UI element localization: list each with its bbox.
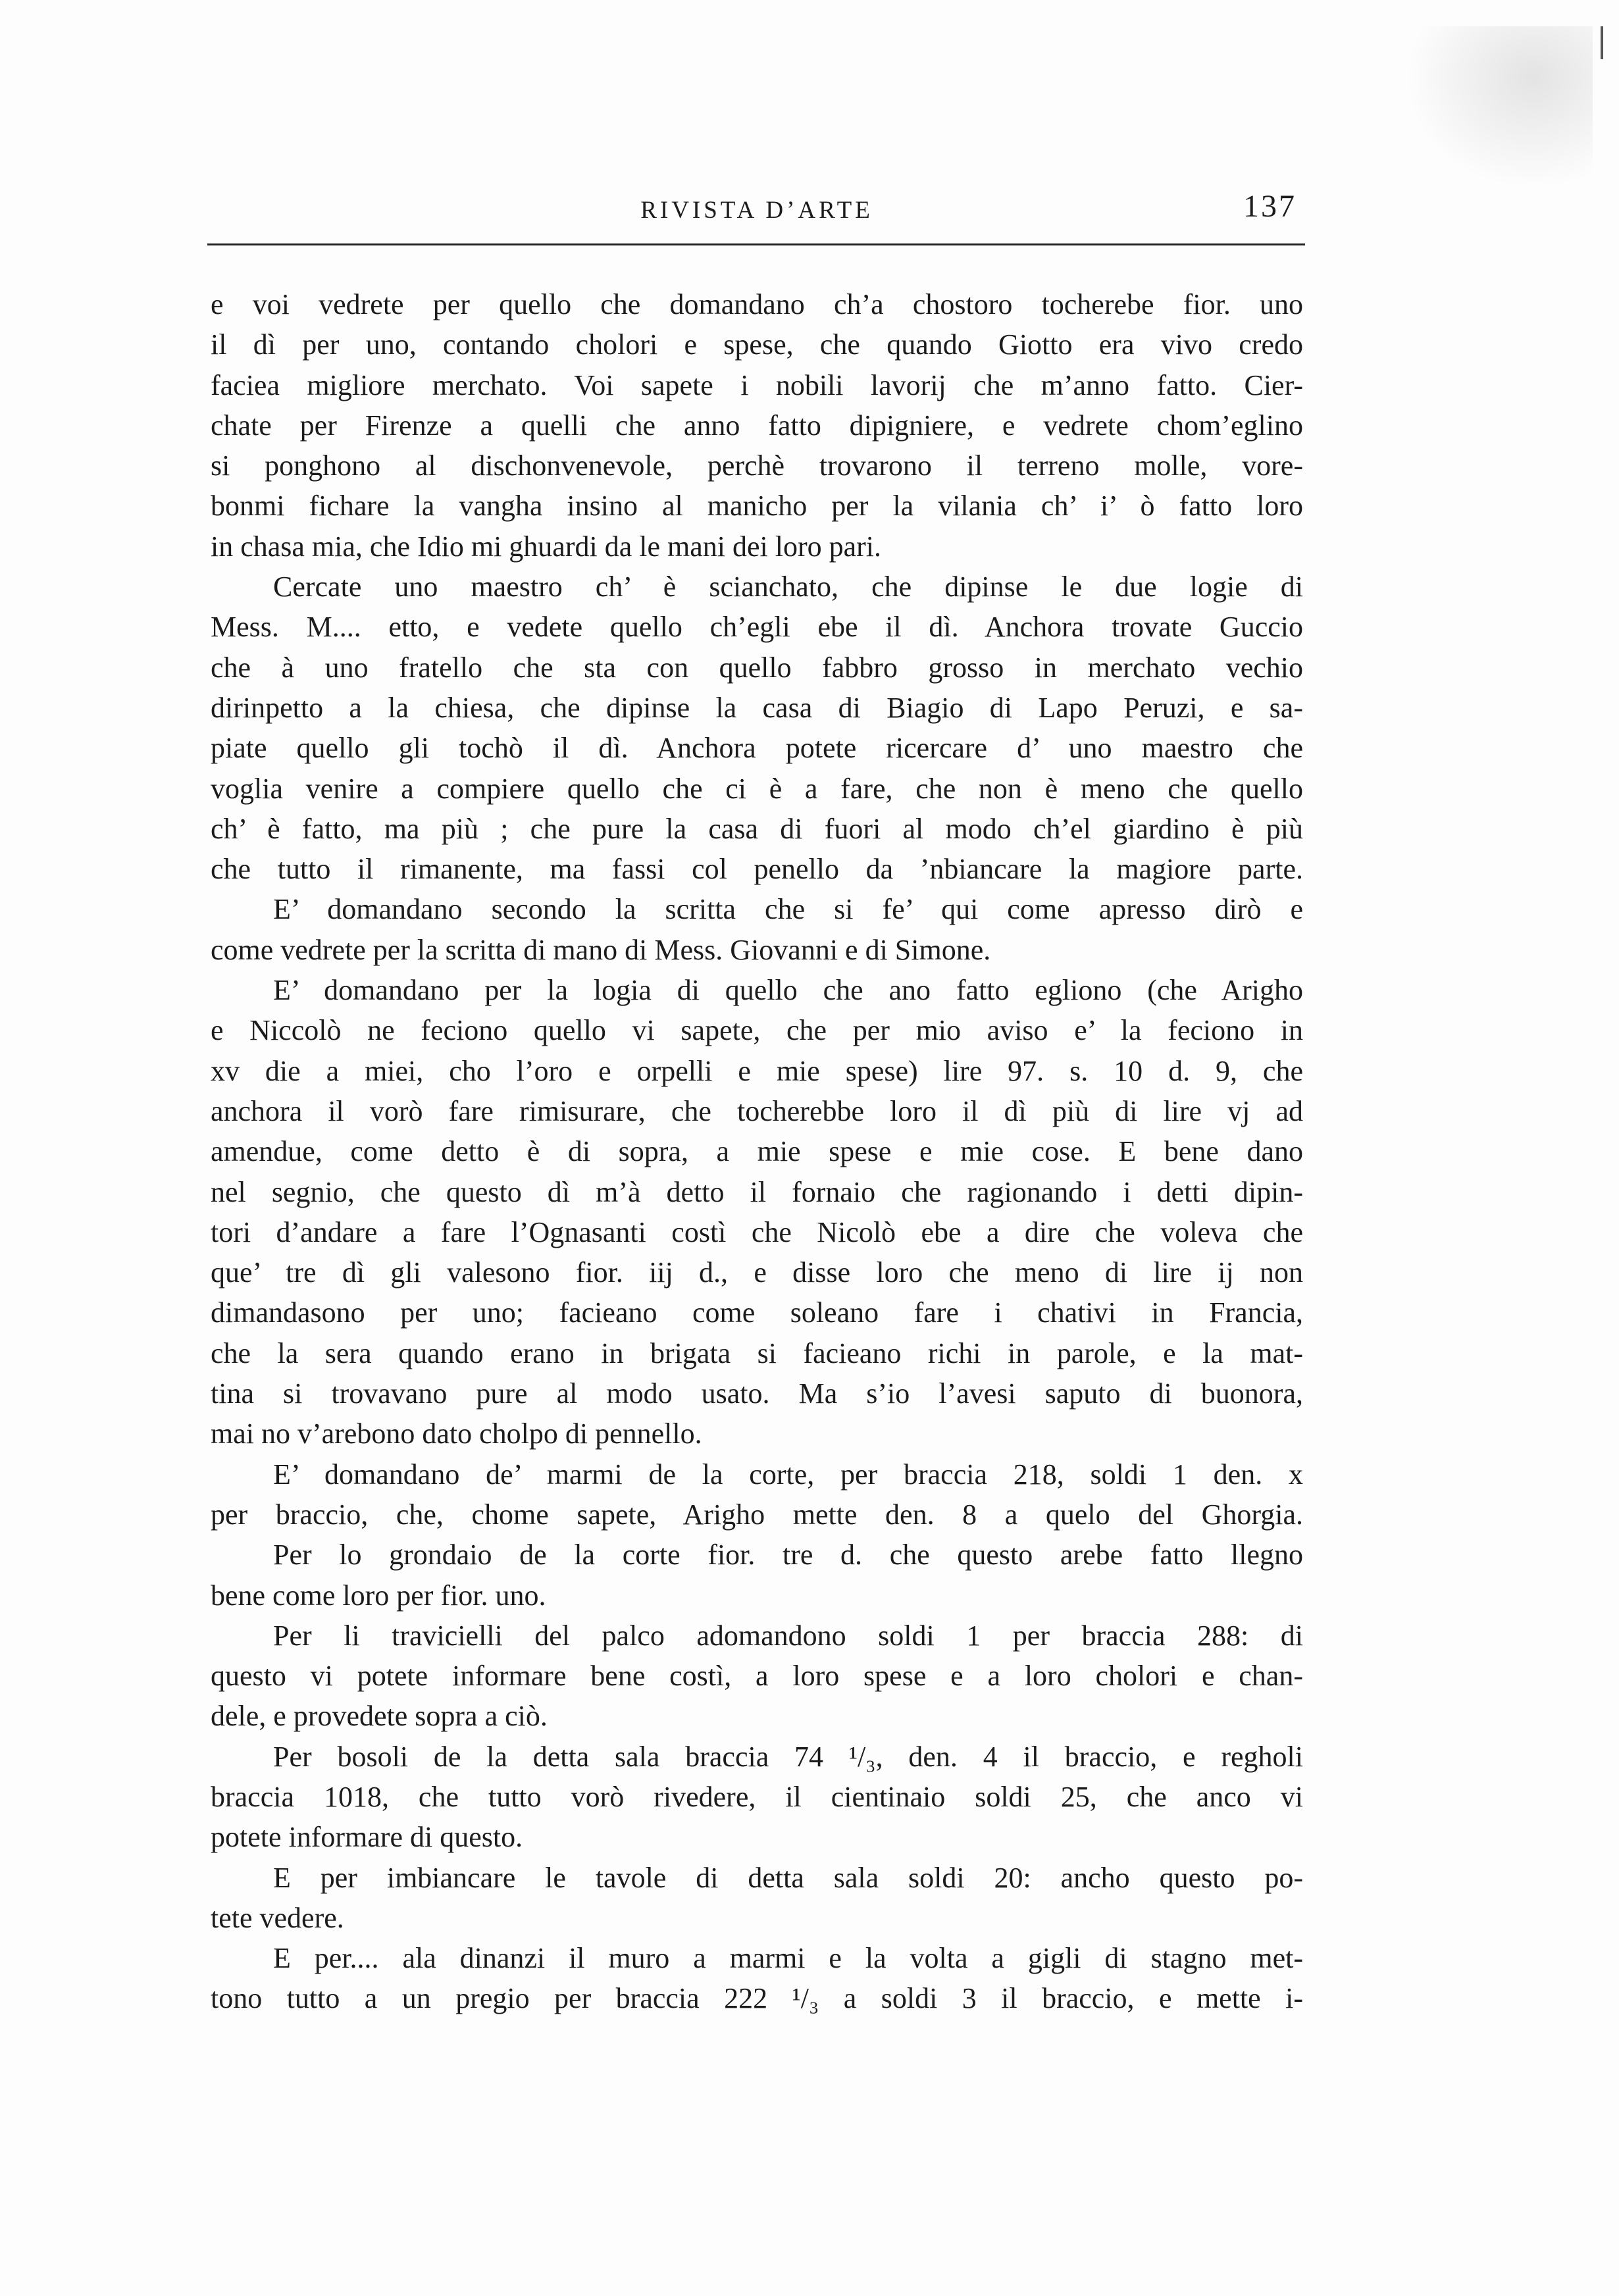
text-line: anchora il vorò fare rimisurare, che tocherebbe loro il dì più di lire vj ad [211, 1094, 1303, 1127]
page-header [211, 184, 1303, 243]
text-line: piate quello gli tochò il dì. Anchora potete ricercare d’ uno maestro che [211, 732, 1303, 765]
text-line: E per imbiancare le tavole di detta sala soldi 20: ancho questo po- [273, 1861, 1303, 1894]
text-line: que’ tre dì gli valesono fior. iij d., e disse loro che meno di lire ij non [211, 1256, 1303, 1289]
text-line: tori d’andare a fare l’Ognasanti costì che Nicolò ebe a dire che voleva che [211, 1215, 1303, 1248]
text-line: potete informare di questo. [211, 1821, 523, 1854]
paragraph [211, 1616, 1303, 1737]
text-line: che la sera quando erano in brigata si facieano richi in parole, e la mat- [211, 1337, 1303, 1369]
text-line: Per li travicielli del palco adomandono soldi 1 per braccia 288: di [273, 1619, 1303, 1652]
header-rule [207, 243, 1305, 245]
text-line: Per bosoli de la detta sala braccia 74 ¹/₃, den. 4 il braccio, e regholi [273, 1740, 1303, 1773]
scan-edge-mark [1601, 26, 1603, 59]
text-line: per braccio, che, chome sapete, Arigho mette den. 8 a quelo del Ghorgia. [211, 1498, 1303, 1531]
text-line: il dì per uno, contando cholori e spese, che quando Giotto era vivo credo [211, 328, 1303, 361]
text-line: questo vi potete informare bene costì, a loro spese e a loro cholori e chan- [211, 1660, 1303, 1693]
text-line: dimandasono per uno; facieano come soleano fare i chativi in Francia, [211, 1296, 1303, 1329]
text-line: chate per Firenze a quelli che anno fatto dipigniere, e vedrete chom’eglino [211, 409, 1303, 442]
paragraph [211, 1454, 1303, 1535]
paragraph [211, 284, 1303, 567]
paragraph [211, 889, 1303, 970]
text-line: e voi vedrete per quello che domandano ch’a chostoro tocherebe fior. uno [211, 288, 1303, 320]
paragraph [211, 567, 1303, 889]
text-line: Cercate uno maestro ch’ è scianchato, che dipinse le due logie di [273, 571, 1303, 603]
text-line: Mess. M.... etto, e vedete quello ch’egli ebe il dì. Anchora trovate Guccio [211, 611, 1303, 644]
text-line: braccia 1018, che tutto vorò rivedere, il cientinaio soldi 25, che anco vi [211, 1780, 1303, 1813]
text-line: tina si trovavano pure al modo usato. Ma s’io l’avesi saputo di buonora, [211, 1377, 1303, 1410]
text-line: E’ domandano secondo la scritta che si fe’ qui come apresso dirò e [273, 893, 1303, 926]
page-number: 137 [1243, 189, 1297, 224]
text-line: bonmi fichare la vangha insino al manicho per la vilania ch’ i’ ò fatto loro [211, 490, 1303, 523]
text-line: ch’ è fatto, ma più ; che pure la casa di fuori al modo ch’el giardino è più [211, 812, 1303, 845]
text-line: in chasa mia, che Idio mi ghuardi da le mani dei loro pari. [211, 530, 882, 563]
text-line: faciea migliore merchato. Voi sapete i nobili lavorij che m’anno fatto. Cier- [211, 369, 1303, 401]
text-line: e Niccolò ne feciono quello vi sapete, che per mio aviso e’ la feciono in [211, 1014, 1303, 1047]
text-line: tono tutto a un pregio per braccia 222 ¹/₃ a soldi 3 il braccio, e mette i- [211, 1982, 1303, 2015]
text-line: che à uno fratello che sta con quello fabbro grosso in merchato vechio [211, 651, 1303, 684]
text-line: si ponghono al dischonvenevole, perchè trovarono il terreno molle, vore- [211, 449, 1303, 482]
paragraph [211, 1858, 1303, 1939]
running-title: RIVISTA D’ARTE [640, 197, 873, 224]
text-line: amendue, come detto è di sopra, a mie spese e mie cose. E bene dano [211, 1135, 1303, 1168]
text-line: mai no v’arebono dato cholpo di pennello. [211, 1417, 702, 1450]
paragraph [211, 1737, 1303, 1858]
text-line: E’ domandano per la logia di quello che ano fatto egliono (che Arigho [273, 974, 1303, 1007]
text-line: dirinpetto a la chiesa, che dipinse la casa di Biagio di Lapo Peruzi, e sa- [211, 691, 1303, 724]
text-line: bene come loro per fior. uno. [211, 1579, 546, 1612]
text-line: E’ domandano de’ marmi de la corte, per braccia 218, soldi 1 den. x [273, 1458, 1303, 1491]
text-line: xv die a miei, cho l’oro e orpelli e mie spese) lire 97. s. 10 d. 9, che [211, 1054, 1303, 1087]
scan-artifact [1395, 26, 1593, 197]
text-line: tete vedere. [211, 1901, 344, 1934]
text-line: E per.... ala dinanzi il muro a marmi e la volta a gigli di stagno met- [273, 1942, 1303, 1975]
text-line: voglia venire a compiere quello che ci è a fare, che non è meno che quello [211, 772, 1303, 805]
paragraph [211, 1535, 1303, 1616]
paragraph [211, 970, 1303, 1454]
text-line: nel segnio, che questo dì m’à detto il fornaio che ragionando i detti dipin- [211, 1175, 1303, 1208]
body-text [211, 284, 1303, 2019]
text-line: dele, e provedete sopra a ciò. [211, 1700, 548, 1733]
text-line: Per lo grondaio de la corte fior. tre d. che questo arebe fatto llegno [273, 1539, 1303, 1571]
text-line: che tutto il rimanente, ma fassi col penello da ’nbiancare la magiore parte. [211, 853, 1303, 886]
paragraph [211, 1938, 1303, 2019]
text-line: come vedrete per la scritta di mano di Mess. Giovanni e di Simone. [211, 933, 991, 966]
